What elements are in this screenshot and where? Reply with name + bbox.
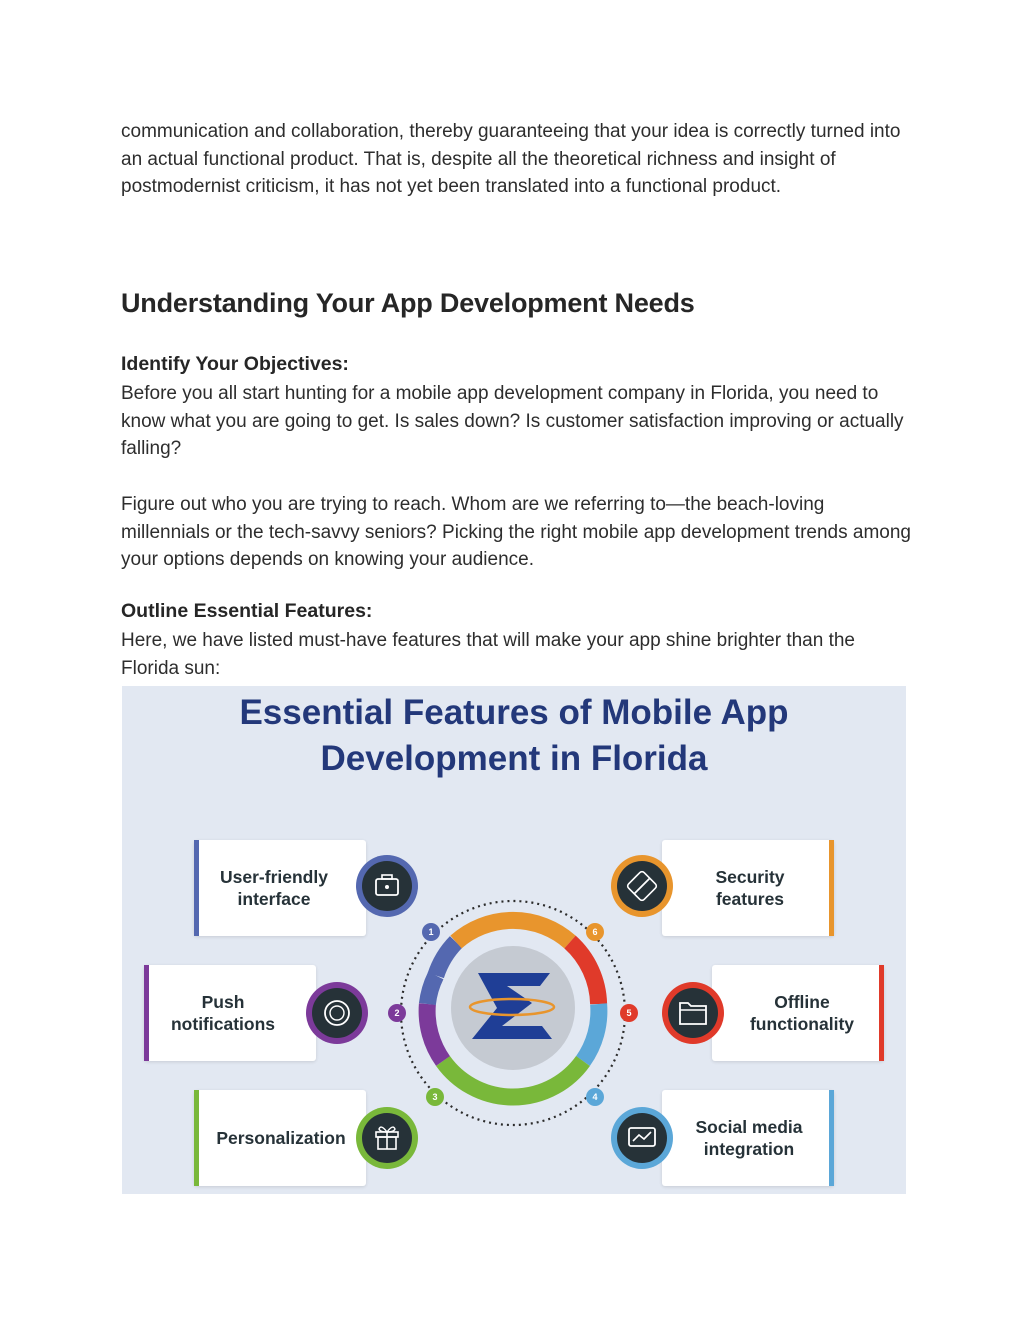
card-label-line-1: Personalization [216, 1128, 346, 1148]
features-paragraph: Here, we have listed must-have features that will make your app shine brighter than the Florida sun: [121, 630, 855, 679]
svg-text:3: 3 [432, 1092, 438, 1102]
folder-icon [662, 982, 724, 1044]
infographic-title-line-1: Essential Features of Mobile App [239, 693, 789, 732]
card-label-line-1: Offline [774, 992, 830, 1012]
card-label-line-2: features [715, 889, 785, 909]
infographic-title-line-2: Development in Florida [320, 739, 708, 778]
card-label-line-1: Security [715, 867, 785, 887]
svg-text:2: 2 [394, 1008, 400, 1018]
section-heading: Understanding Your App Development Needs [121, 288, 695, 318]
icon-bubbles [122, 686, 906, 1194]
objectives-paragraph-2: Figure out who you are trying to reach. Whom are we referring to—the beach-loving millennials or the tech-savvy seniors? Picking the right mobile app development trends among your options depends on knowing your audience. [121, 494, 911, 571]
card-label-line-1: User-friendly [220, 867, 328, 887]
objectives-heading: Identify Your Objectives: [121, 353, 349, 375]
briefcase-icon [356, 855, 418, 917]
features-infographic [122, 686, 906, 1194]
svg-text:6: 6 [592, 927, 598, 937]
intro-paragraph: communication and collaboration, thereby guaranteeing that your idea is correctly turned into an actual functional product. That is, despite all the theoretical richness and insight of postmodernist criticism, it has not yet been translated into a functional product. [121, 121, 901, 198]
notification-icon [306, 982, 368, 1044]
svg-text:4: 4 [592, 1092, 598, 1102]
card-label-line-1: Push [201, 992, 245, 1012]
card-label-line-2: notifications [170, 1014, 276, 1034]
card-label-line-2: integration [703, 1139, 795, 1159]
svg-text:5: 5 [626, 1008, 632, 1018]
card-label-line-2: interface [237, 889, 311, 909]
shield-pen-icon [611, 855, 673, 917]
svg-text:1: 1 [428, 927, 434, 937]
objectives-paragraph-1: Before you all start hunting for a mobile app development company in Florida, you need to know what you are going to get. Is sales down? Is customer satisfaction improving or actually falling? [121, 383, 904, 460]
card-label-line-1: Social media [695, 1117, 803, 1137]
gift-icon [356, 1107, 418, 1169]
card-label-line-2: functionality [749, 1014, 855, 1034]
presentation-icon [611, 1107, 673, 1169]
features-heading: Outline Essential Features: [121, 600, 373, 622]
